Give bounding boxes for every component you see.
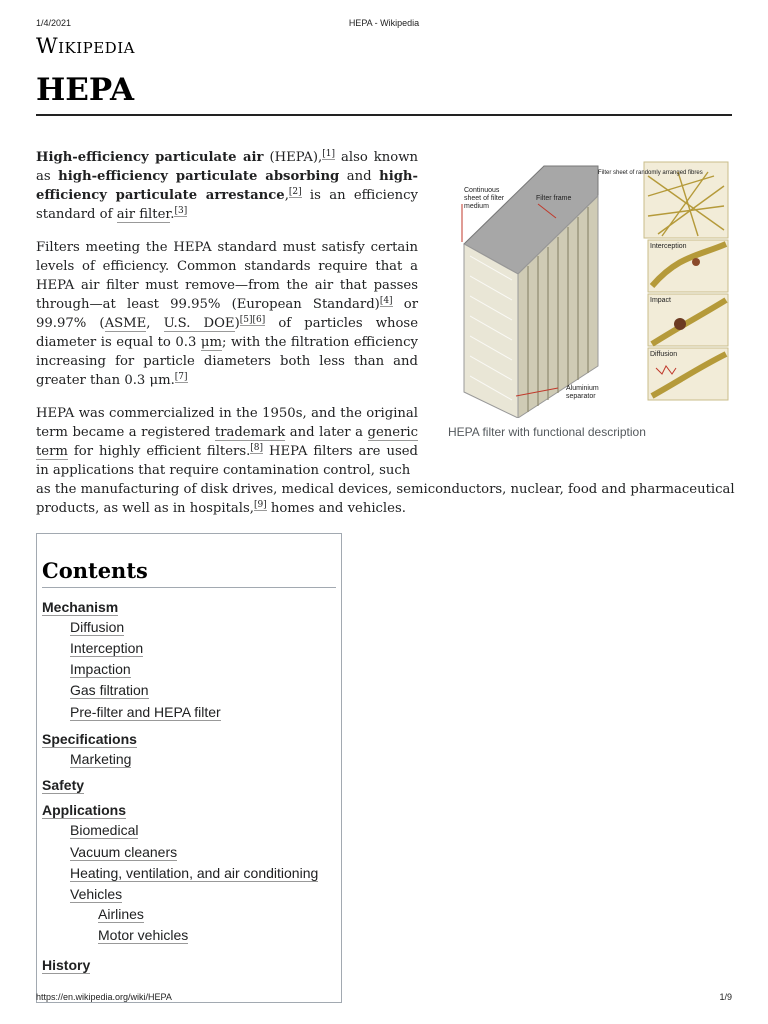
label-filter-frame: Filter frame (536, 195, 572, 202)
toc-item-interception[interactable]: Interception (70, 640, 144, 656)
link-generic-term[interactable]: generic term (36, 425, 418, 459)
print-title: HEPA - Wikipedia (348, 18, 420, 28)
interception-particle (692, 258, 700, 266)
toc-item-airlines[interactable]: Airlines (98, 906, 144, 922)
toc-item-hvac[interactable]: Heating, ventilation, and air conditioning (70, 865, 319, 881)
ref-8[interactable]: [8] (250, 443, 264, 453)
term-hepa: High-efficiency particulate air (36, 150, 264, 165)
filter-body-side (464, 244, 518, 418)
toc-item-specifications[interactable]: Specifications (42, 731, 137, 747)
toc-item-history[interactable]: History (42, 957, 91, 973)
toc-item-applications[interactable]: Applications (42, 802, 127, 818)
intro-paragraph: High-efficiency particulate air (HEPA),[1] also known as high-efficiency particulate absorbing and high-efficiency particulate arrestance,[2] is an efficiency standard of air filter.[3] (36, 149, 418, 222)
standards-paragraph: Filters meeting the HEPA standard must satisfy certain levels of efficiency. Common standards require that a HEPA air filter must remove—from the air that passes through—at least 99.95% (European Standard)[4] or 99.97% (ASME, U.S. DOE)[5][6] of particles whose diameter is equal to 0.3 μm; with the filtration efficiency increasing for particle diameters both less than and greater than 0.3 μm.[7] (36, 240, 418, 388)
hepa-filter-illustration (448, 156, 732, 418)
link-asme[interactable]: ASME (104, 316, 147, 331)
toc-item-vehicles[interactable]: Vehicles (70, 886, 123, 902)
impact-particle (674, 318, 686, 330)
label-separator-2: separator (566, 393, 596, 400)
term-arrestance: high-efficiency particulate arrestance (36, 169, 418, 203)
print-page-number: 1/9 (719, 992, 732, 1002)
toc-item-prefilter[interactable]: Pre-filter and HEPA filter (70, 704, 221, 720)
label-fibres: Filter sheet of randomly arranged fibres (598, 170, 703, 176)
print-header (36, 18, 732, 32)
ref-6[interactable]: [6] (252, 315, 266, 325)
toc-item-vacuum-cleaners[interactable]: Vacuum cleaners (70, 844, 178, 860)
link-air-filter[interactable]: air filter (116, 207, 171, 222)
label-continuous-3: medium (464, 203, 489, 210)
title-divider (36, 114, 732, 116)
toc-item-mechanism[interactable]: Mechanism (42, 599, 119, 615)
label-impact: Impact (650, 297, 672, 304)
ref-5[interactable]: [5] (239, 315, 253, 325)
label-interception: Interception (650, 243, 687, 250)
table-of-contents (36, 533, 342, 1003)
ref-7[interactable]: [7] (174, 372, 188, 382)
toc-item-marketing[interactable]: Marketing (70, 751, 132, 767)
toc-item-diffusion[interactable]: Diffusion (70, 619, 125, 635)
print-date: 1/4/2021 (36, 18, 72, 28)
ref-3[interactable]: [3] (174, 206, 188, 216)
link-micrometre[interactable]: μm (200, 335, 222, 350)
toc-item-gas-filtration[interactable]: Gas filtration (70, 682, 149, 698)
link-trademark[interactable]: trademark (214, 425, 286, 440)
toc-item-biomedical[interactable]: Biomedical (70, 822, 139, 838)
label-separator-1: Aluminium (566, 385, 599, 392)
label-diffusion: Diffusion (650, 351, 678, 358)
wikipedia-wordmark[interactable]: Wikipedia (36, 34, 135, 58)
term-absorbing: high-efficiency particulate absorbing (58, 169, 340, 184)
toc-item-motor-vehicles[interactable]: Motor vehicles (98, 927, 189, 943)
label-continuous-1: Continuous (464, 187, 500, 194)
toc-title: Contents (42, 558, 336, 588)
page-title: HEPA (36, 72, 135, 108)
print-footer (36, 992, 732, 1006)
ref-1[interactable]: [1] (322, 149, 335, 159)
figure-caption: HEPA filter with functional description (448, 425, 646, 439)
print-url: https://en.wikipedia.org/wiki/HEPA (36, 992, 172, 1002)
ref-2[interactable]: [2] (288, 187, 302, 197)
hepa-filter-figure[interactable] (448, 156, 732, 452)
history-paragraph-continued: as the manufacturing of disk drives, medical devices, semiconductors, nuclear, food and pharmaceutical products, as well as in hospitals,[9] homes and vehicles. (36, 482, 735, 516)
label-continuous-2: sheet of filter (464, 195, 505, 202)
link-us-doe[interactable]: U.S. DOE (163, 316, 235, 331)
history-paragraph: HEPA was commercialized in the 1950s, and the original term became a registered trademark and later a generic term for highly efficient filters.[8] HEPA filters are used in applications that require contamination control, such (36, 406, 418, 478)
toc-item-safety[interactable]: Safety (42, 777, 85, 793)
toc-item-impaction[interactable]: Impaction (70, 661, 131, 677)
ref-9[interactable]: [9] (253, 500, 267, 510)
ref-4[interactable]: [4] (379, 296, 393, 306)
